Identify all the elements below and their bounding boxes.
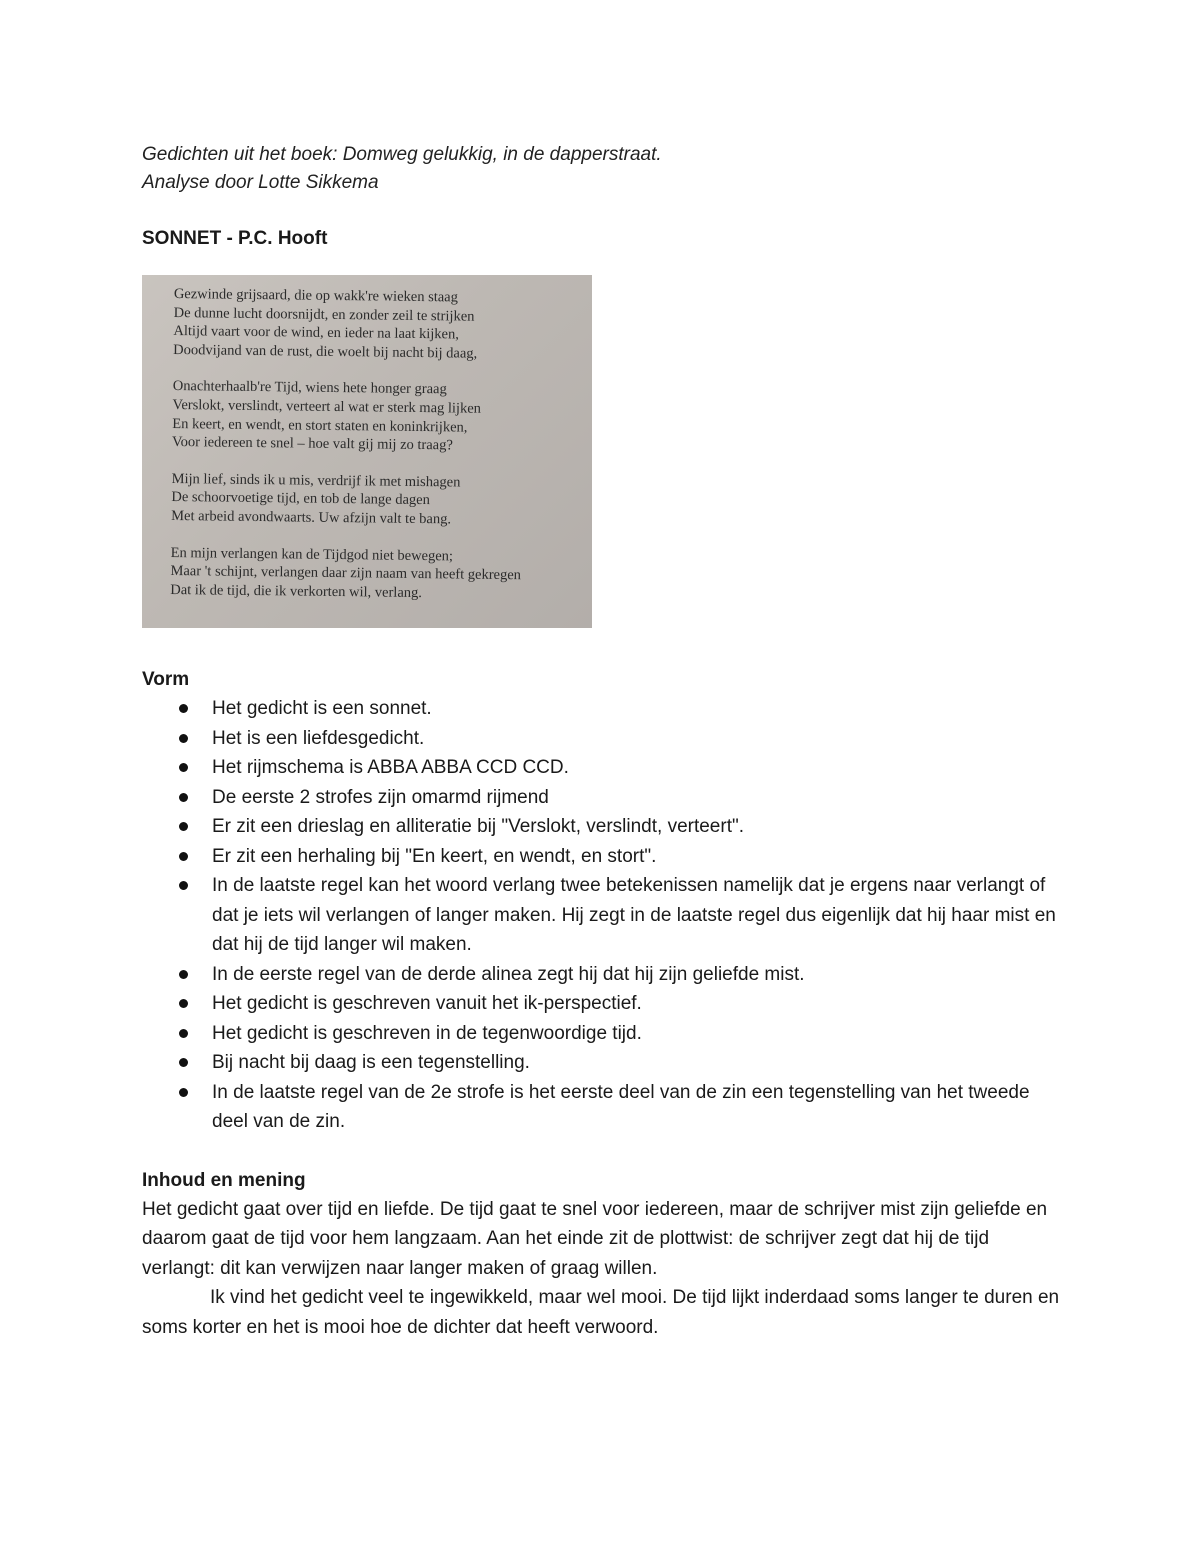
mening-paragraph: Ik vind het gedicht veel te ingewikkeld, maar wel mooi. De tijd lijkt inderdaad soms langer te duren en soms korter en het is mooi hoe de dichter dat heeft verwoord.	[142, 1287, 1060, 1338]
intro-block	[142, 141, 1062, 197]
list-item	[142, 1078, 1062, 1137]
bullet-icon	[179, 1029, 188, 1038]
list-item	[142, 960, 1062, 990]
poem-line: En keert, en wendt, en stort staten en koninkrijken,	[172, 415, 468, 436]
vorm-heading: Vorm	[142, 669, 190, 690]
poem-stanza-3	[171, 470, 582, 531]
poem-line: Maar 't schijnt, verlangen daar zijn naam van heeft gekregen	[170, 563, 522, 584]
poem-stanza-2	[172, 377, 583, 456]
poem-line: Onachterhaalb're Tijd, wiens hete honger graag	[172, 378, 447, 398]
poem-line: Gezwinde grijsaard, die op wakk're wieken staag	[173, 285, 459, 306]
poem-line: Mijn lief, sinds ik u mis, verdrijf ik met mishagen	[171, 470, 461, 491]
bullet-icon	[179, 852, 188, 861]
list-item-text: Het is een liefdesgedicht.	[212, 727, 425, 749]
intro-line-author: Analyse door Lotte Sikkema	[142, 172, 379, 193]
list-item-text: Het rijmschema is ABBA ABBA CCD CCD.	[212, 757, 569, 778]
poem-line: De dunne lucht doorsnijdt, en zonder zeil te strijken	[173, 304, 475, 325]
list-item	[142, 694, 1062, 724]
bullet-icon	[179, 1088, 188, 1097]
bullet-icon	[179, 999, 188, 1008]
poem-photo-text	[170, 285, 584, 622]
list-item	[142, 783, 1062, 813]
list-item-text: In de laatste regel kan het woord verlang twee betekenissen namelijk dat je ergens naar verlangt of dat je iets wil verlangen of langer maken. Hij zegt in de laatste regel dus eigenlijk dat hij haar mist en dat hij de tijd langer wil maken.	[212, 875, 1056, 955]
poem-photo	[142, 275, 592, 628]
bullet-icon	[179, 734, 188, 743]
vorm-bullet-list	[142, 694, 1062, 1137]
list-item-text: Er zit een herhaling bij "En keert, en wendt, en stort".	[212, 845, 657, 867]
poem-line: Altijd vaart voor de wind, en ieder na laat kijken,	[173, 323, 459, 343]
intro-line-book: Gedichten uit het boek: Domweg gelukkig, in de dapperstraat.	[142, 144, 662, 165]
list-item	[142, 812, 1062, 842]
list-item	[142, 989, 1062, 1019]
list-item	[142, 753, 1062, 783]
list-item-text: Er zit een drieslag en alliteratie bij "Verslokt, verslindt, verteert".	[212, 816, 744, 837]
poem-stanza-1	[173, 285, 584, 364]
inhoud-paragraph: Het gedicht gaat over tijd en liefde. De tijd gaat te snel voor iedereen, maar de schrijver mist zijn geliefde en daarom gaat de tijd voor hem langzaam. Aan het einde zit de plottwist: de schrijver zegt dat hij de tijd verlangt: dit kan verwijzen naar langer maken of graag willen.	[142, 1198, 1048, 1279]
bullet-icon	[179, 763, 188, 772]
list-item	[142, 724, 1062, 754]
document-page	[142, 141, 1062, 1342]
poem-line: Voor iedereen te snel – hoe valt gij mij zo traag?	[171, 434, 453, 454]
bullet-icon	[179, 1058, 188, 1067]
poem-title: SONNET - P.C. Hooft	[142, 228, 328, 249]
list-item-text: Bij nacht bij daag is een tegenstelling.	[212, 1052, 530, 1073]
list-item	[142, 1019, 1062, 1049]
list-item-text: De eerste 2 strofes zijn omarmd rijmend	[212, 786, 549, 808]
poem-line: Verslokt, verslindt, verteert al wat er sterk mag lijken	[172, 396, 482, 417]
poem-line: En mijn verlangen kan de Tijdgod niet bewegen;	[170, 544, 454, 564]
inhoud-heading: Inhoud en mening	[142, 1169, 306, 1191]
poem-line: Dat ik de tijd, die ik verkorten wil, verlang.	[170, 581, 423, 601]
list-item-text: Het gedicht is geschreven in de tegenwoordige tijd.	[212, 1022, 642, 1044]
bullet-icon	[179, 793, 188, 802]
bullet-icon	[179, 704, 188, 713]
bullet-icon	[179, 881, 188, 890]
list-item	[142, 871, 1062, 960]
list-item	[142, 1048, 1062, 1078]
list-item	[142, 842, 1062, 872]
list-item-text: In de laatste regel van de 2e strofe is het eerste deel van de zin een tegenstelling van het tweede deel van de zin.	[212, 1081, 1030, 1132]
poem-stanza-4	[170, 544, 581, 605]
list-item-text: Het gedicht is een sonnet.	[212, 698, 432, 719]
poem-line: De schoorvoetige tijd, en tob de lange dagen	[171, 489, 430, 509]
poem-line: Met arbeid avondwaarts. Uw afzijn valt te bang.	[171, 507, 452, 528]
list-item-text: Het gedicht is geschreven vanuit het ik-perspectief.	[212, 993, 642, 1014]
poem-line: Doodvijand van de rust, die woelt bij nacht bij daag,	[173, 341, 478, 362]
bullet-icon	[179, 822, 188, 831]
list-item-text: In de eerste regel van de derde alinea zegt hij dat hij zijn geliefde mist.	[212, 963, 805, 985]
bullet-icon	[179, 970, 188, 979]
